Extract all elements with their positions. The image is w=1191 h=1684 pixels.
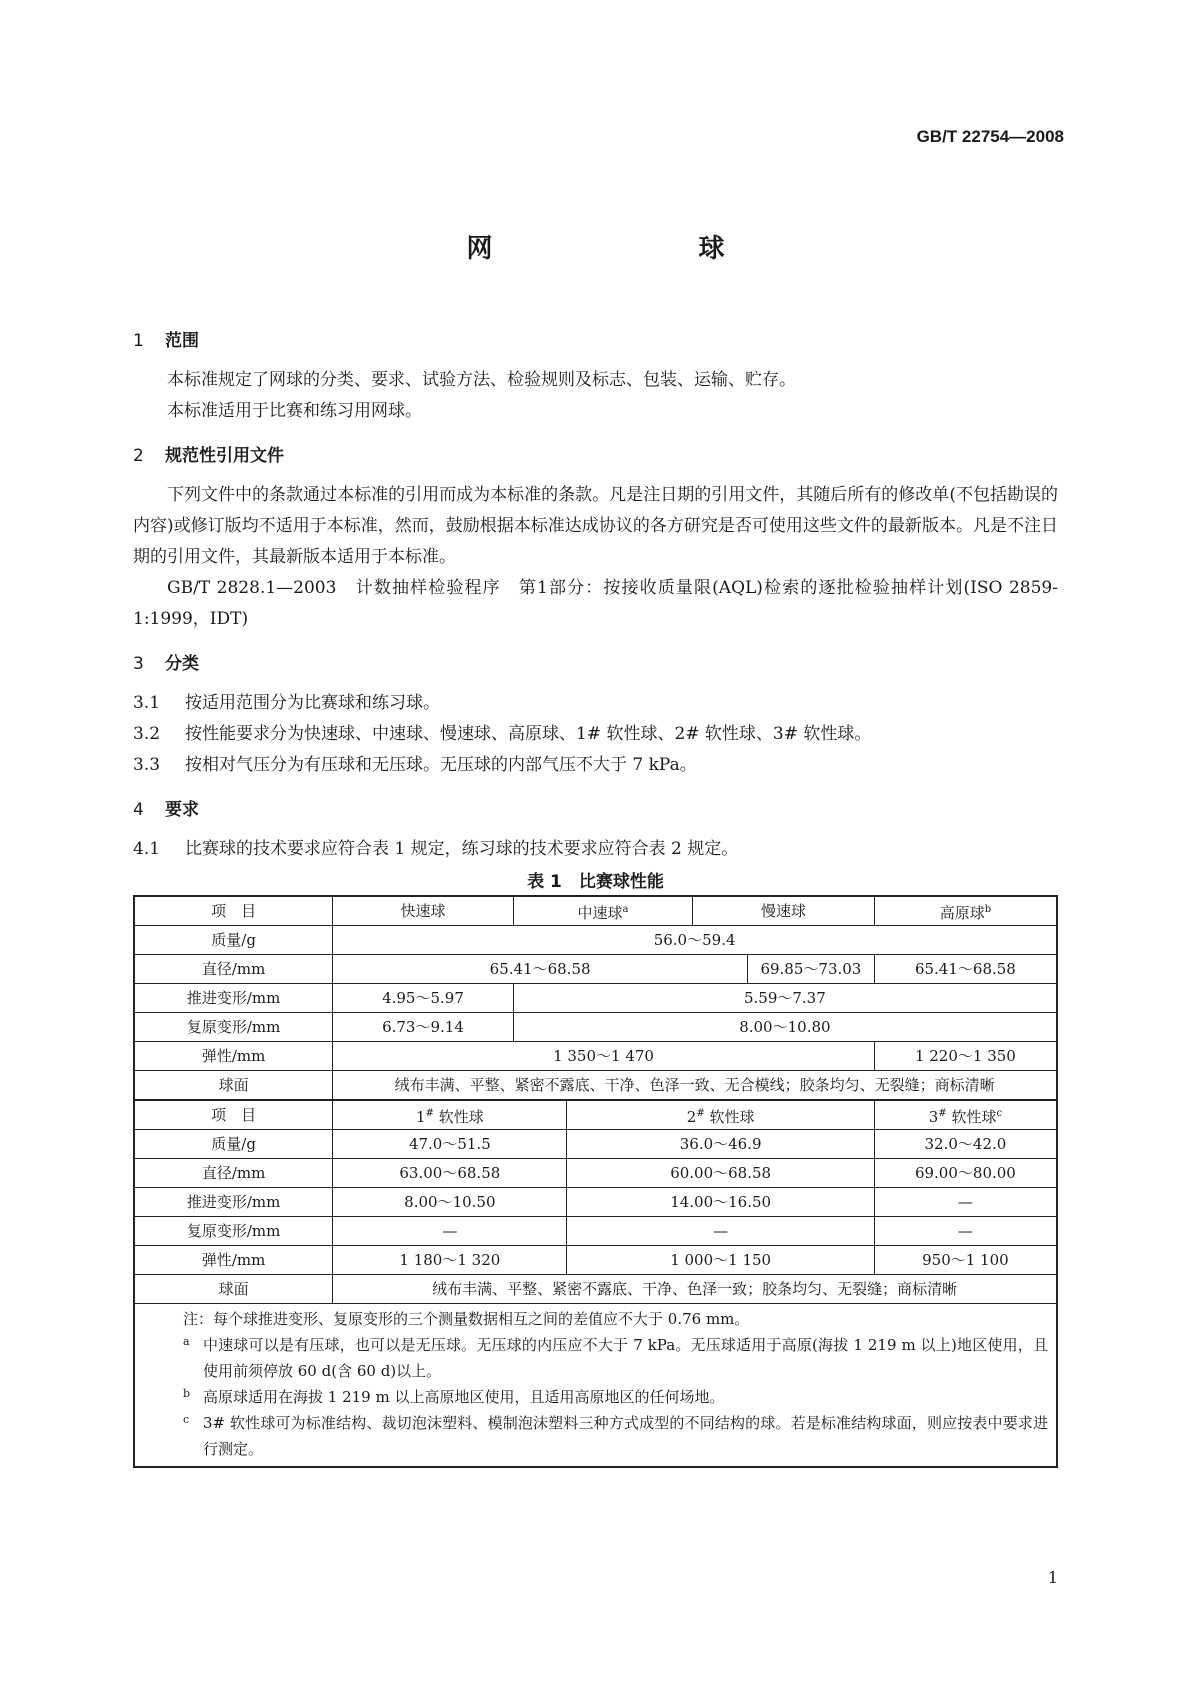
reference-entry: GB/T 2828.1—2003 计数抽样检验程序 第1部分：按接收质量限(AQL)检索的逐批检验抽样计划(ISO 2859-1:1999，IDT): [133, 578, 1058, 629]
standard-code: GB/T 22754—2008: [916, 127, 1064, 146]
page-number: 1: [1047, 1568, 1058, 1587]
document-title: 网 球: [466, 234, 815, 264]
table-row: 直径/mm 63.00～68.58 60.00～68.58 69.00～80.00: [135, 1159, 1056, 1188]
table-row: 推进变形/mm 8.00～10.50 14.00～16.50 —: [135, 1188, 1056, 1217]
section-heading: 3 分类: [133, 654, 199, 674]
clause: 3.2 按性能要求分为快速球、中速球、慢速球、高原球、1# 软性球、2# 软性球、3# 软性球。: [133, 724, 872, 744]
paragraph: 本标准适用于比赛和练习用网球。: [167, 401, 422, 421]
table-row: 弹性/mm 1 180～1 320 1 000～1 150 950～1 100: [135, 1246, 1056, 1275]
table-row: 弹性/mm 1 350～1 470 1 220～1 350: [135, 1042, 1056, 1071]
table-row: 复原变形/mm 6.73～9.14 8.00～10.80: [135, 1013, 1056, 1042]
table-row: 直径/mm 65.41～68.58 69.85～73.03 65.41～68.58: [135, 955, 1056, 984]
table-header-row: 项 目 快速球 中速球$^a$ 慢速球 高原球$^b$: [135, 897, 1056, 926]
document-body: [133, 326, 1058, 1468]
table-row: 推进变形/mm 4.95～5.97 5.59～7.37: [135, 984, 1056, 1013]
clause: 4.1 比赛球的技术要求应符合表 1 规定，练习球的技术要求应符合表 2 规定。: [133, 839, 739, 859]
table-note: 注：每个球推进变形、复原变形的三个测量数据相互之间的差值应不大于 0.76 mm。: [183, 1310, 750, 1328]
performance-table: [133, 895, 1058, 1468]
table-row: 质量/g 56.0～59.4: [135, 926, 1056, 955]
table-caption: 表 1 比赛球性能: [527, 872, 664, 892]
footnote: c 3# 软性球可为标准结构、裁切泡沫塑料、模制泡沫塑料三种方式成型的不同结构的球。若是标准结构球面，则应按表中要求进行测定。: [183, 1413, 1048, 1458]
clause: 3.1 按适用范围分为比赛球和练习球。: [133, 693, 440, 713]
section-heading: 2 规范性引用文件: [133, 446, 284, 466]
table-row: 复原变形/mm — — —: [135, 1217, 1056, 1246]
table-header-row: 项 目 1# 软性球 2# 软性球 3# 软性球$^c$: [135, 1100, 1056, 1130]
table-row: 质量/g 47.0～51.5 36.0～46.9 32.0～42.0: [135, 1130, 1056, 1159]
table-row: 球面 绒布丰满、平整、紧密不露底、干净、色泽一致、无合模线；胶条均匀、无裂缝；商标清晰: [135, 1071, 1056, 1101]
table-row: 球面 绒布丰满、平整、紧密不露底、干净、色泽一致；胶条均匀、无裂缝；商标清晰: [135, 1275, 1056, 1304]
paragraph: 下列文件中的条款通过本标准的引用而成为本标准的条款。凡是注日期的引用文件，其随后所有的修改单(不包括勘误的内容)或修订版均不适用于本标准，然而，鼓励根据本标准达成协议的各方研究是否可使用这些文件的最新版本。凡是不注日期的引用文件，其最新版本适用于本标准。: [133, 485, 1058, 567]
footnote: b 高原球适用在海拔 1 219 m 以上高原地区使用，且适用高原地区的任何场地。: [183, 1387, 725, 1406]
footnote: a 中速球可以是有压球，也可以是无压球。无压球的内压应不大于 7 kPa。无压球适用于高原(海拔 1 219 m 以上)地区使用，且使用前须停放 60 d(含 60 d)以上。: [183, 1335, 1048, 1380]
clause: 3.3 按相对气压分为有压球和无压球。无压球的内部气压不大于 7 kPa。: [133, 755, 697, 775]
section-heading: 1 范围: [133, 331, 199, 351]
table-notes: [135, 1303, 1056, 1466]
section-heading: 4 要求: [133, 800, 199, 820]
paragraph: 本标准规定了网球的分类、要求、试验方法、检验规则及标志、包装、运输、贮存。: [167, 370, 796, 390]
